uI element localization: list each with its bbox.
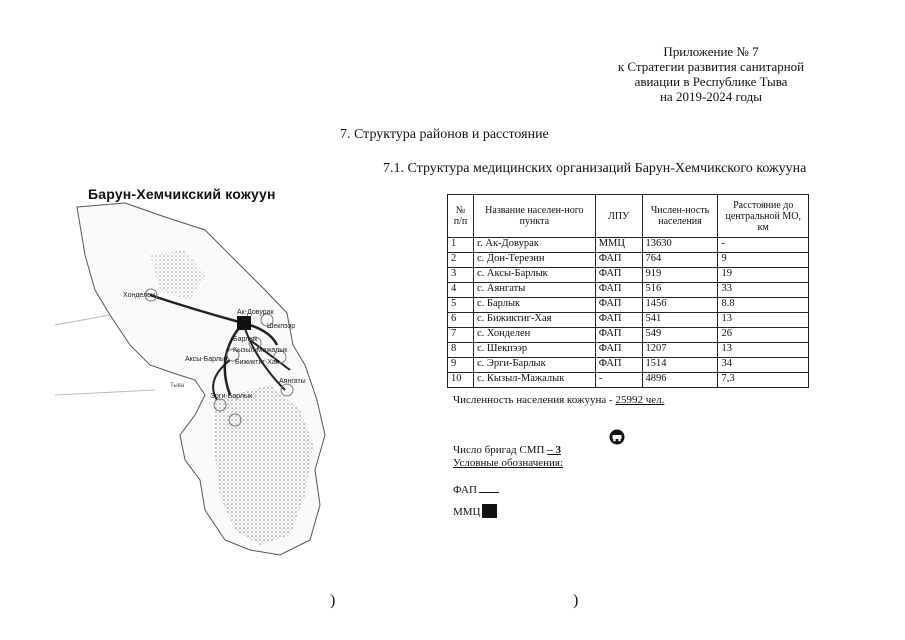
header-name: Название населен-ного пункта — [474, 195, 596, 238]
cell-number: 7 — [448, 328, 474, 343]
cell-number: 8 — [448, 343, 474, 358]
cell-name: с. Хонделен — [474, 328, 596, 343]
table-row — [448, 253, 809, 268]
cell-name: с. Бижиктиг-Хая — [474, 313, 596, 328]
map-label-ak-dovurak: Ак-Довурак — [237, 309, 274, 316]
legend-mmc — [453, 504, 497, 518]
brigades-label: Число бригад СМП — [453, 444, 548, 456]
cell-lpu: ФАП — [595, 358, 642, 373]
map-label-ergi-barlyk: Эрги-Барлык — [210, 393, 253, 400]
brigades-value: – 3 — [547, 444, 561, 456]
district-map — [55, 195, 345, 575]
cell-lpu: ФАП — [595, 253, 642, 268]
cell-number: 4 — [448, 283, 474, 298]
cell-population: 4896 — [642, 373, 718, 388]
fap-line-icon — [479, 492, 499, 493]
table-header-row — [448, 195, 809, 238]
cell-name: с. Кызыл-Мажалык — [474, 373, 596, 388]
cell-lpu: - — [595, 373, 642, 388]
cell-distance: - — [718, 238, 809, 253]
cell-distance: 13 — [718, 343, 809, 358]
cell-distance: 34 — [718, 358, 809, 373]
cell-population: 764 — [642, 253, 718, 268]
cell-lpu: ФАП — [595, 328, 642, 343]
cell-population: 13630 — [642, 238, 718, 253]
cell-number: 9 — [448, 358, 474, 373]
table-row — [448, 298, 809, 313]
section-title: 7. Структура районов и расстояние — [340, 127, 549, 142]
table-row — [448, 373, 809, 388]
cell-number: 3 — [448, 268, 474, 283]
cell-distance: 7,3 — [718, 373, 809, 388]
map-label-aiangaty: Аянгаты — [279, 378, 306, 385]
cell-name: с. Аянгаты — [474, 283, 596, 298]
mmc-marker — [237, 316, 251, 330]
header-distance: Расстояние до центральной МО, км — [718, 195, 809, 238]
cell-lpu: ФАП — [595, 298, 642, 313]
appendix-header — [580, 44, 842, 104]
map-label-kyzyl-mazhalyk: Кызыл-Мажалык — [233, 347, 288, 354]
map-label-bizhiktig-khaya: Бижиктиг-Хая — [235, 359, 280, 366]
population-label: Численность населения кожууна - — [453, 394, 616, 406]
cell-population: 541 — [642, 313, 718, 328]
cell-distance: 26 — [718, 328, 809, 343]
population-line — [453, 394, 664, 406]
cell-name: с. Барлык — [474, 298, 596, 313]
legend-fap — [453, 484, 499, 496]
mmc-square-icon — [482, 504, 497, 518]
cell-distance: 9 — [718, 253, 809, 268]
cell-distance: 19 — [718, 268, 809, 283]
table-row — [448, 238, 809, 253]
cell-name: с. Шекпээр — [474, 343, 596, 358]
header-population: Числен-ность населения — [642, 195, 718, 238]
table-row — [448, 358, 809, 373]
appendix-line: авиации в Республике Тыва — [634, 74, 788, 89]
legend-mmc-label: ММЦ — [453, 506, 481, 518]
table-row — [448, 343, 809, 358]
cell-number: 5 — [448, 298, 474, 313]
subsection-title: 7.1. Структура медицинских организаций Барун-Хемчикского кожууна — [383, 161, 807, 176]
map-label-aksy-barlyk: Аксы-Барлык — [185, 356, 228, 363]
cell-name: с. Дон-Терезин — [474, 253, 596, 268]
cell-distance: 33 — [718, 283, 809, 298]
cell-population: 549 — [642, 328, 718, 343]
legend-fap-label: ФАП — [453, 484, 477, 496]
ambulance-icon — [608, 428, 626, 451]
cell-population: 919 — [642, 268, 718, 283]
cell-distance: 8.8 — [718, 298, 809, 313]
cell-lpu: ММЦ — [595, 238, 642, 253]
cell-name: г. Ак-Довурак — [474, 238, 596, 253]
header-number: № п/п — [448, 195, 474, 238]
cell-lpu: ФАП — [595, 343, 642, 358]
map-label-barlyk: Барлык — [233, 336, 258, 343]
appendix-line: Приложение № 7 — [663, 44, 759, 59]
cell-name: с. Аксы-Барлык — [474, 268, 596, 283]
cell-lpu: ФАП — [595, 268, 642, 283]
map-label-khondelen: Хонделен — [123, 292, 155, 299]
cell-number: 6 — [448, 313, 474, 328]
table-row — [448, 283, 809, 298]
appendix-line: к Стратегии развития санитарной — [617, 59, 805, 74]
map-label-tyva: Тыва — [170, 383, 185, 389]
table-row — [448, 328, 809, 343]
brigades-line — [453, 444, 561, 456]
map-label-shekpeer: Шекпээр — [267, 323, 296, 330]
cell-population: 1456 — [642, 298, 718, 313]
cell-number: 1 — [448, 238, 474, 253]
bracket-mark: ) — [330, 592, 336, 609]
map-title: Барун-Хемчикский кожуун — [88, 186, 276, 202]
cell-number: 2 — [448, 253, 474, 268]
cell-name: с. Эрги-Барлык — [474, 358, 596, 373]
header-lpu: ЛПУ — [595, 195, 642, 238]
cell-number: 10 — [448, 373, 474, 388]
cell-population: 1207 — [642, 343, 718, 358]
cell-distance: 13 — [718, 313, 809, 328]
cell-lpu: ФАП — [595, 283, 642, 298]
organizations-table — [447, 194, 809, 388]
cell-population: 1514 — [642, 358, 718, 373]
cell-lpu: ФАП — [595, 313, 642, 328]
table-row — [448, 268, 809, 283]
population-value: 25992 чел. — [615, 394, 665, 406]
legend-title: Условные обозначения: — [453, 457, 564, 469]
bracket-mark: ) — [573, 592, 579, 609]
cell-population: 516 — [642, 283, 718, 298]
table-row — [448, 313, 809, 328]
appendix-line: на 2019-2024 годы — [659, 89, 763, 104]
